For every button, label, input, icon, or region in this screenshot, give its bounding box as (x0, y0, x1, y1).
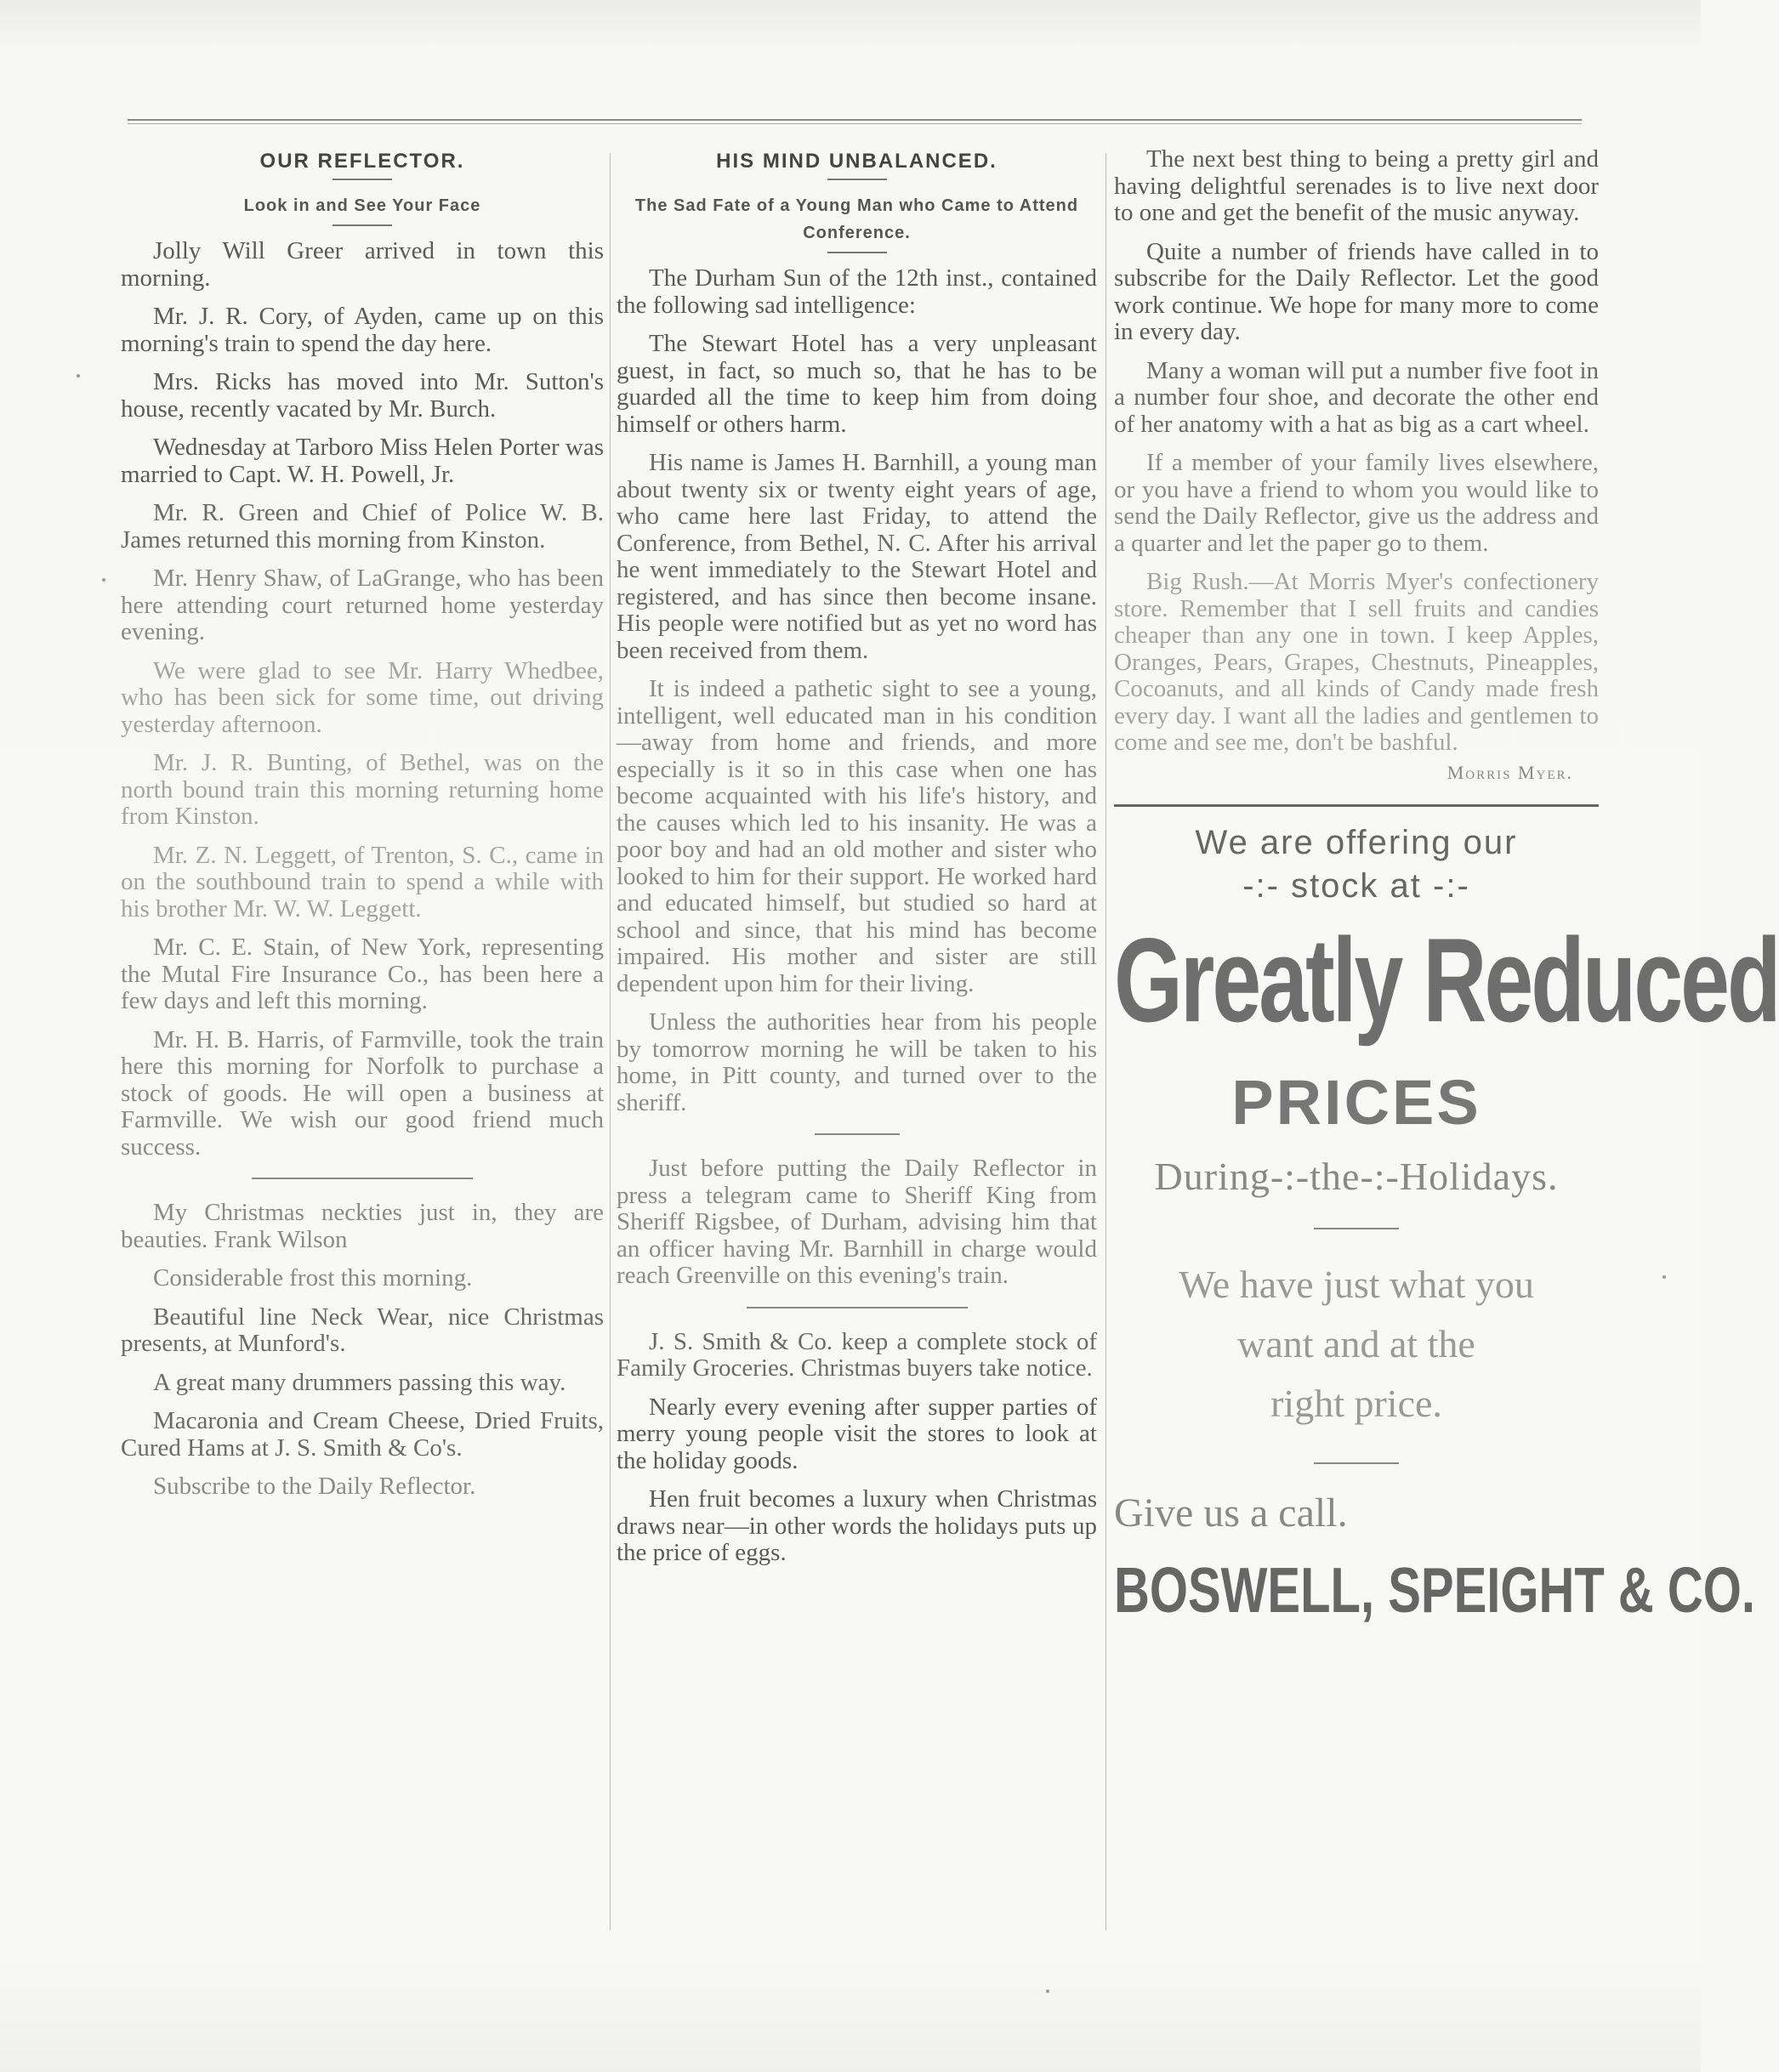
news-item: Mr. J. R. Cory, of Ayden, came up on this morning's train to spend the day here. (121, 303, 604, 357)
ad-call: Give us a call. (1114, 1490, 1348, 1536)
subhead-sad-fate: The Sad Fate of a Young Man who Came to Attend Conference. (634, 196, 1079, 242)
news-item: Quite a number of friends have called in to subscribe for the Daily Reflector. Let the good work continue. We hope for many more to come in every day. (1114, 237, 1599, 345)
column-misc-and-ad (1114, 145, 1779, 1626)
news-item: Hen fruit becomes a luxury when Christmas draws near—in other words the holidays puts up the price of eggs. (617, 1485, 1097, 1566)
top-rule (128, 119, 1582, 124)
print-speck (1662, 1275, 1666, 1279)
headline-his-mind-unbalanced: HIS MIND UNBALANCED. (716, 150, 997, 173)
story-paragraph: His name is James H. Barnhill, a young man about twenty six or twenty eight years of age, who came here last Friday, to attend the Conference, from Bethel, N. C. After his arrival he went immediately to the Stewart Hotel and registered, and has since then become insane. His people were notified but as yet no word has been received from them. (617, 449, 1097, 664)
headline-our-reflector: OUR REFLECTOR. (259, 150, 465, 173)
rule (332, 179, 392, 180)
news-item: Considerable frost this morning. (153, 1264, 473, 1291)
news-item: Mr. Z. N. Leggett, of Trenton, S. C., came in on the southbound train to spend a while with his brother Mr. W. W. Leggett. (121, 841, 604, 922)
ad-rule (1314, 1462, 1399, 1464)
column-feature-story (617, 145, 1097, 1579)
news-item: Just before putting the Daily Reflector in press a telegram came to Sheriff King from Sheriff Rigsbee, of Durham, advising him that an officer having Mr. Barnhill in charge would reach Greenville on this evening's train. (617, 1155, 1097, 1289)
rule (827, 252, 887, 253)
column-local-news (121, 145, 604, 1513)
story-paragraph: It is indeed a pathetic sight to see a young, intelligent, well educated man in his condition—away from home and friends, and more especially is it so in this case when one has become acquainted with his life's history, and the causes which led to his insanity. He was a poor boy and had an old mother and sister who looked to him for their support. He worked hard and educated himself, but studied so hard at school and since, that his mind has become impaired. His mother and sister are still dependent upon him for their living. (617, 675, 1097, 997)
news-item: Mr. R. Green and Chief of Police W. B. James returned this morning from Kinston. (121, 499, 604, 553)
ad-line: We are offering our (1195, 823, 1518, 861)
news-item: Subscribe to the Daily Reflector. (153, 1473, 476, 1500)
news-item: Big Rush.—At Morris Myer's confectionery store. Remember that I sell fruits and candies cheaper than any one in town. I keep Apples, Oranges, Pears, Grapes, Chestnuts, Pineapples, Cocoanuts, and all kinds of Candy made fresh every day. I want all the ladies and gentlemen to come and see me, don't be bashful. (1114, 568, 1599, 756)
ad-prices: PRICES (1231, 1066, 1481, 1138)
news-item: A great many drummers passing this way. (153, 1368, 566, 1396)
story-paragraph: The Stewart Hotel has a very unpleasant guest, in fact, so much so, that he has to be guarded all the time to keep him from doing himself or others harm. (617, 330, 1097, 438)
section-rule (747, 1307, 968, 1308)
print-speck (102, 578, 105, 582)
signature: Morris Myer. (1447, 761, 1573, 783)
news-item: Beautiful line Neck Wear, nice Christmas presents, at Munford's. (121, 1303, 604, 1357)
ad-firm-name: BOSWELL, SPEIGHT & CO. (1114, 1553, 1756, 1626)
ad-line: right price. (1270, 1381, 1442, 1425)
news-item: My Christmas neckties just in, they are beauties. Frank Wilson (121, 1199, 604, 1253)
news-item: Wednesday at Tarboro Miss Helen Porter was married to Capt. W. H. Powell, Jr. (121, 434, 604, 488)
ad-line: We have just what you (1179, 1262, 1534, 1306)
ad-holidays: During-:-the-:-Holidays. (1154, 1154, 1559, 1198)
advertisement-boswell-speight (1114, 823, 1779, 1626)
news-item: J. S. Smith & Co. keep a complete stock of Family Groceries. Christmas buyers take notice. (617, 1327, 1097, 1382)
news-item: We were glad to see Mr. Harry Whedbee, who has been sick for some time, out driving yesterday afternoon. (121, 656, 604, 738)
section-rule (815, 1133, 900, 1135)
ad-line: -:- stock at -:- (1242, 866, 1470, 905)
print-speck (77, 374, 80, 378)
column-divider-2 (1105, 153, 1106, 1930)
news-item: Many a woman will put a number five foot in a number four shoe, and decorate the other end of her anatomy with a hat as big as a cart wheel. (1114, 356, 1599, 438)
news-item: Mr. C. E. Stain, of New York, representing the Mutal Fire Insurance Co., has been here a few days and left this morning. (121, 934, 604, 1014)
news-item: Jolly Will Greer arrived in town this morning. (121, 237, 604, 292)
news-item: The next best thing to being a pretty girl and having delightful serenades is to live next door to one and get the benefit of the music anyway. (1114, 145, 1599, 226)
section-rule (252, 1178, 473, 1179)
news-item: Nearly every evening after supper parties of merry young people visit the stores to look at the holiday goods. (617, 1393, 1097, 1474)
news-item: Macaronia and Cream Cheese, Dried Fruits, Cured Hams at J. S. Smith & Co's. (121, 1407, 604, 1462)
ad-headline-greatly-reduced: Greatly Reduced (1114, 914, 1779, 1047)
subhead-look-in: Look in and See Your Face (243, 196, 481, 215)
story-paragraph: The Durham Sun of the 12th inst., contained the following sad intelligence: (617, 264, 1097, 319)
news-item: Mr. J. R. Bunting, of Bethel, was on the north bound train this morning returning home from Kinston. (121, 749, 604, 830)
print-speck (1046, 1990, 1049, 1993)
ad-line: want and at the (1237, 1321, 1475, 1365)
rule (332, 224, 392, 226)
ad-rule (1314, 1228, 1399, 1229)
story-paragraph: Unless the authorities hear from his people by tomorrow morning he will be taken to his home, in Pitt county, and turned over to the sheriff. (617, 1008, 1097, 1116)
ad-rule (1114, 804, 1599, 807)
rule (827, 179, 887, 180)
news-item: Mrs. Ricks has moved into Mr. Sutton's house, recently vacated by Mr. Burch. (121, 368, 604, 423)
news-item: Mr. Henry Shaw, of LaGrange, who has been here attending court returned home yesterday evening. (121, 565, 604, 645)
news-item: Mr. H. B. Harris, of Farmville, took the train here this morning for Norfolk to purchase a stock of goods. He will open a business at Farmville. We wish our good friend much success. (121, 1025, 604, 1161)
column-divider-1 (610, 153, 611, 1930)
news-item: If a member of your family lives elsewhere, or you have a friend to whom you would like to send the Daily Reflector, give us the address and a quarter and let the paper go to them. (1114, 449, 1599, 557)
